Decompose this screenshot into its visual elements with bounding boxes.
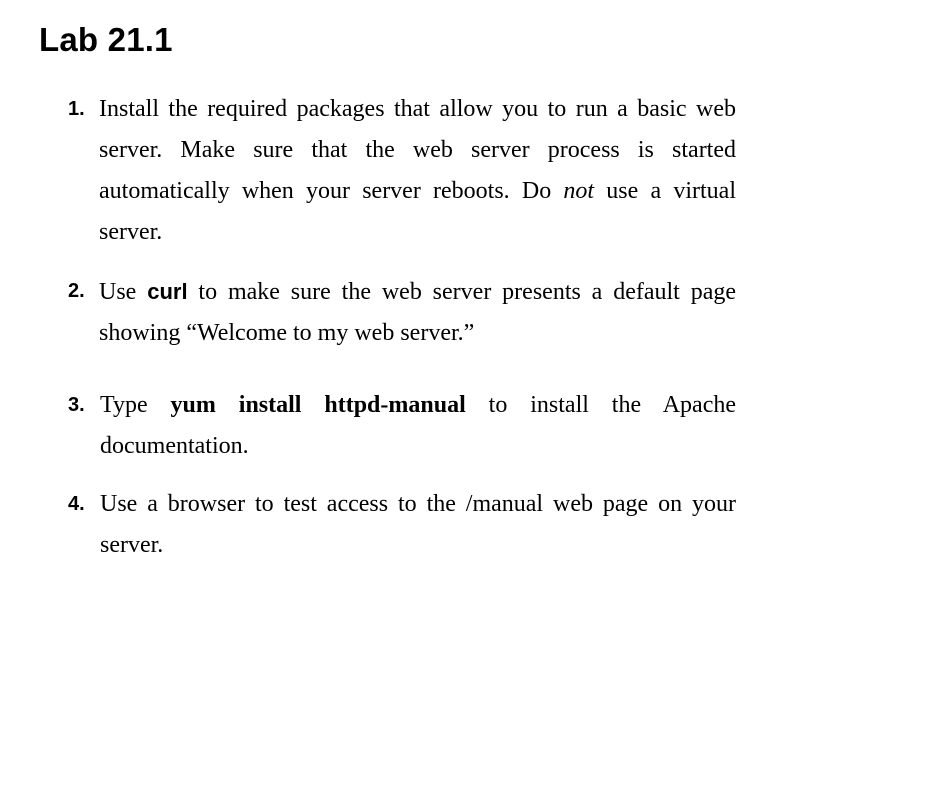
step-text-part: Install the required packages that allow you to run a basic web server. Make sure that the web server process is started automatically when your server reboots. Do bbox=[99, 96, 736, 204]
step-number: 1. bbox=[68, 98, 85, 120]
list-item bbox=[68, 484, 736, 566]
step-text-part: Use bbox=[99, 279, 148, 305]
step-text-part: use a virtual server. bbox=[99, 178, 736, 245]
step-number: 2. bbox=[68, 280, 85, 302]
command-text: yum install httpd-manual bbox=[170, 392, 466, 418]
step-text-part: to make sure the web server presents a default page showing “Welcome to my web server.” bbox=[99, 279, 737, 346]
list-item bbox=[68, 89, 736, 253]
step-text bbox=[99, 89, 736, 253]
step-text: Use a browser to test access to the /manual web page on your server. bbox=[100, 491, 736, 558]
emphasized-text: not bbox=[563, 178, 595, 204]
step-text bbox=[99, 271, 736, 354]
list-item bbox=[68, 271, 736, 354]
lab-title: Lab 21.1 bbox=[39, 21, 173, 58]
list-item bbox=[68, 385, 736, 467]
step-text-part: to install the Apache documentation. bbox=[100, 392, 736, 459]
command-text: curl bbox=[147, 279, 188, 304]
step-number: 4. bbox=[68, 493, 85, 515]
step-text bbox=[100, 385, 736, 467]
step-text-part: Type bbox=[100, 392, 171, 418]
step-number: 3. bbox=[68, 394, 85, 416]
